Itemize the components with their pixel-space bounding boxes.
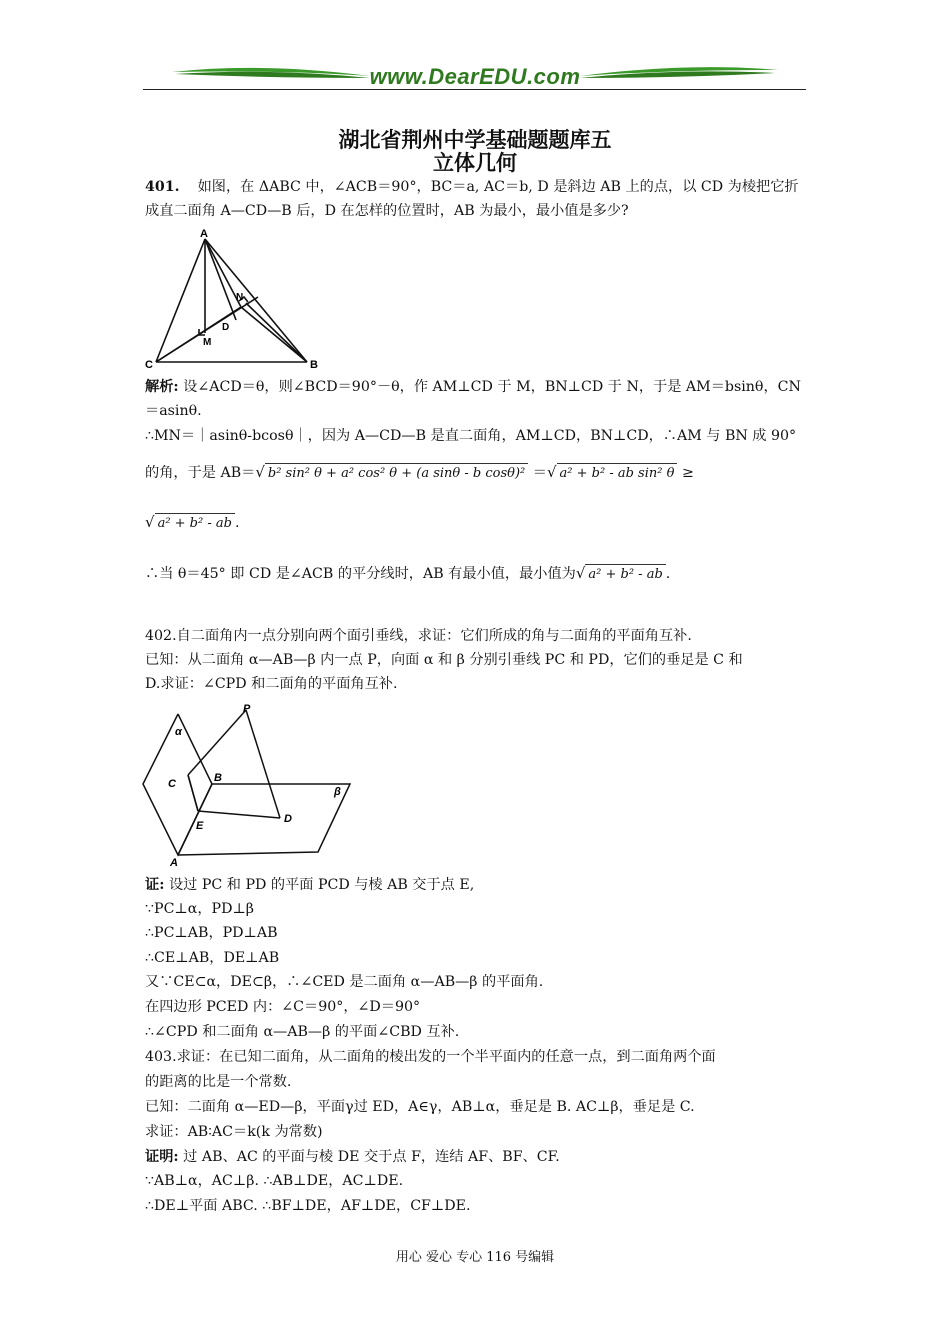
page-subtitle: 立体几何: [433, 151, 517, 175]
proof-402-line7: ∴∠CPD 和二面角 α—AB—β 的平面∠CBD 互补.: [145, 1024, 460, 1040]
label-C: C: [145, 359, 153, 371]
solution-401-line4: 的角，于是 AB＝√ b² sin² θ + a² cos² θ + (a sinθ - b cosθ)² ＝√ a² + b² - ab sin² θ ≥: [145, 462, 694, 484]
label-E: E: [196, 820, 204, 832]
label-D: D: [222, 322, 230, 333]
label-A: A: [200, 228, 208, 240]
label-A: A: [170, 857, 178, 869]
problem-403-line1: 403.求证：在已知二面角，从二面角的棱出发的一个半平面内的任意一点，到二面角两个面: [145, 1049, 716, 1065]
problem-403-line2: 的距离的比是一个常数.: [145, 1074, 292, 1090]
solution-401-line3: ∴MN＝｜asinθ-bcosθ｜，因为 A—CD—B 是直二面角，AM⊥CD，BN⊥CD，∴AM 与 BN 成 90°: [145, 428, 797, 444]
label-N: N: [236, 292, 244, 303]
proof-402-line4: ∴CE⊥AB，DE⊥AB: [145, 950, 280, 966]
solution-401-line5: √ a² + b² - ab .: [145, 512, 239, 534]
radical-expression: a² + b² - ab sin² θ: [557, 463, 678, 484]
radical-expression: a² + b² - ab: [585, 564, 665, 585]
solution-text: 设∠ACD＝θ，则∠BCD＝90°－θ，作 AM⊥CD 于 M，BN⊥CD 于 N，于是 AM＝bsinθ，CN: [183, 379, 801, 395]
label-C: C: [168, 778, 176, 790]
page-footer: 用心 爱心 专心 116 号编辑: [395, 1250, 555, 1265]
label-P: P: [243, 703, 251, 715]
equals-sign: ＝: [532, 465, 547, 481]
header-logo: [170, 62, 780, 96]
solution-text: 的角，于是 AB＝: [145, 465, 256, 481]
proof-label: 证:: [145, 877, 165, 893]
radical-expression: a² + b² - ab: [155, 513, 235, 534]
solution-401-line2: ＝asinθ.: [145, 403, 202, 419]
problem-403-line6: ∵AB⊥α，AC⊥β. ∴AB⊥DE，AC⊥DE.: [145, 1173, 404, 1189]
problem-number: 401.: [145, 179, 180, 195]
label-B: B: [310, 359, 318, 371]
figure-402: [138, 700, 358, 874]
proof-402-line6: 在四边形 PCED 内：∠C＝90°，∠D＝90°: [145, 999, 421, 1015]
period: .: [665, 566, 671, 582]
solution-401-line1: [145, 377, 801, 397]
solution-label: 解析:: [145, 379, 179, 395]
proof-402-line3: ∴PC⊥AB，PD⊥AB: [145, 925, 278, 941]
problem-402-line2: 已知：从二面角 α—AB—β 内一点 P，向面 α 和 β 分别引垂线 PC 和 PD，它们的垂足是 C 和: [145, 652, 743, 668]
problem-403-line4: 求证：AB∶AC＝k(k 为常数): [145, 1124, 323, 1140]
solution-401-line6: ∴当 θ＝45° 即 CD 是∠ACB 的平分线时，AB 有最小值，最小值为√ a² + b² - ab .: [145, 563, 670, 585]
proof-text: 设过 PC 和 PD 的平面 PCD 与棱 AB 交于点 E,: [168, 877, 475, 893]
label-beta: β: [334, 786, 341, 798]
geq-sign: ≥: [681, 465, 694, 481]
problem-403-line7: ∴DE⊥平面 ABC. ∴BF⊥DE，AF⊥DE，CF⊥DE.: [145, 1198, 471, 1214]
proof-text: 过 AB、AC 的平面与棱 DE 交于点 F，连结 AF、BF、CF.: [183, 1149, 560, 1165]
header-rule: [143, 89, 806, 90]
figure-401: [140, 225, 340, 377]
logo-text: www.DearEDU.com: [369, 64, 581, 89]
label-M: M: [203, 337, 212, 348]
problem-text: 如图，在 ΔABC 中，∠ACB＝90°，BC＝a, AC＝b, D 是斜边 AB 上的点，以 CD 为棱把它折: [197, 179, 799, 195]
problem-402-line1: 402.自二面角内一点分别向两个面引垂线，求证：它们所成的角与二面角的平面角互补.: [145, 628, 692, 644]
proof-402-line1: [145, 875, 474, 895]
problem-401-line2: 成直二面角 A—CD—B 后，D 在怎样的位置时，AB 为最小，最小值是多少?: [145, 203, 629, 219]
problem-401-line1: [145, 177, 799, 197]
proof-402-line2: ∵PC⊥α，PD⊥β: [145, 901, 255, 917]
problem-403-line5: [145, 1147, 560, 1167]
problem-402-line3: D.求证：∠CPD 和二面角的平面角互补.: [145, 676, 398, 692]
label-B: B: [214, 772, 222, 784]
label-D: D: [284, 813, 292, 825]
period: .: [234, 515, 240, 531]
radical-expression: b² sin² θ + a² cos² θ + (a sinθ - b cosθ)²: [265, 463, 528, 484]
problem-403-line3: 已知：二面角 α—ED—β，平面γ过 ED，A∈γ，AB⊥α，垂足是 B. AC⊥β，垂足是 C.: [145, 1099, 695, 1115]
label-alpha: α: [175, 726, 182, 738]
page-title: 湖北省荆州中学基础题题库五: [338, 128, 612, 152]
proof-402-line5: 又∵CE⊂α，DE⊂β，∴∠CED 是二面角 α—AB—β 的平面角.: [145, 974, 544, 990]
proof-label: 证明:: [145, 1149, 179, 1165]
solution-text: ∴当 θ＝45° 即 CD 是∠ACB 的平分线时，AB 有最小值，最小值为: [145, 566, 576, 582]
